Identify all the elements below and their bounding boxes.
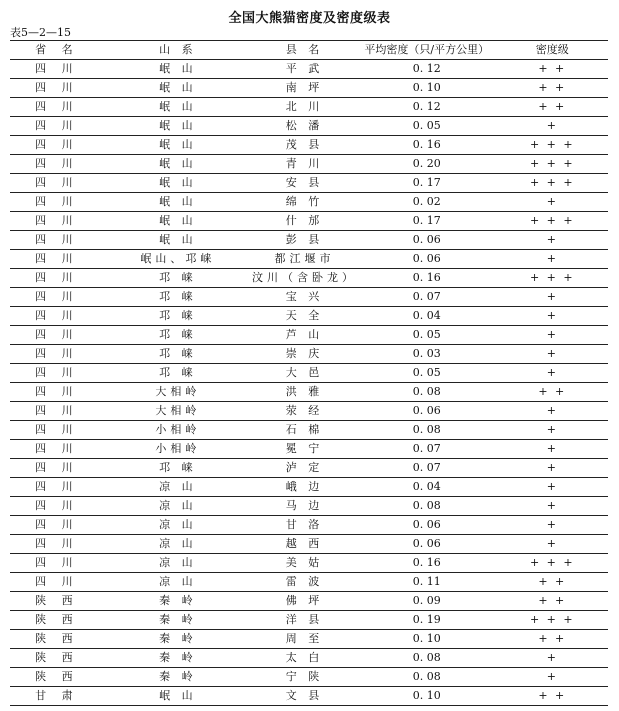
county-cell: 冕 宁: [285, 442, 324, 455]
density-cell: 0. 07: [412, 442, 441, 455]
table-row: [10, 516, 608, 535]
density-cell: 0. 05: [412, 328, 441, 341]
province-cell: 四 川: [35, 214, 79, 227]
county-cell: 太 白: [285, 651, 324, 664]
table-row: [10, 117, 608, 136]
province-cell: 陕 西: [35, 594, 79, 607]
mountain-range-cell: 秦 岭: [159, 632, 197, 645]
county-cell: 泸 定: [285, 461, 324, 474]
table-row: [10, 630, 608, 649]
density-cell: 0. 04: [412, 309, 441, 322]
density-level-cell: + +: [538, 385, 567, 398]
density-level-cell: +: [546, 347, 558, 360]
panda-density-table: [10, 40, 608, 706]
province-cell: 四 川: [35, 385, 79, 398]
mountain-range-cell: 凉 山: [159, 499, 197, 512]
province-cell: 四 川: [35, 157, 79, 170]
density-cell: 0. 10: [412, 632, 441, 645]
density-level-cell: +: [546, 670, 558, 683]
province-cell: 四 川: [35, 461, 79, 474]
county-cell: 文 县: [285, 689, 324, 702]
province-cell: 四 川: [35, 195, 79, 208]
table-row: [10, 611, 608, 630]
province-cell: 四 川: [35, 176, 79, 189]
table-row: [10, 573, 608, 592]
county-cell: 洪 雅: [285, 385, 324, 398]
mountain-range-cell: 邛 崃: [159, 461, 197, 474]
county-cell: 绵 竹: [285, 195, 324, 208]
mountain-range-cell: 岷 山: [159, 214, 197, 227]
table-title: 全国大熊猫密度及密度级表: [228, 11, 391, 26]
density-level-cell: +: [546, 233, 558, 246]
density-level-cell: +: [546, 309, 558, 322]
province-cell: 四 川: [35, 404, 79, 417]
density-cell: 0. 19: [412, 613, 441, 626]
density-cell: 0. 06: [412, 233, 441, 246]
county-cell: 马 边: [285, 499, 324, 512]
province-cell: 四 川: [35, 62, 79, 75]
density-level-cell: + + +: [529, 157, 575, 170]
density-level-cell: + +: [538, 632, 567, 645]
county-cell: 洋 县: [285, 613, 324, 626]
density-level-cell: +: [546, 499, 558, 512]
mountain-range-cell: 秦 岭: [159, 651, 197, 664]
table-row: [10, 174, 608, 193]
density-cell: 0. 08: [412, 423, 441, 436]
header-county: 县 名: [285, 43, 324, 56]
province-cell: 四 川: [35, 290, 79, 303]
header-mountain-range: 山 系: [159, 43, 197, 56]
table-row: [10, 326, 608, 345]
table-row: [10, 155, 608, 174]
density-cell: 0. 16: [412, 556, 441, 569]
density-cell: 0. 05: [412, 366, 441, 379]
table-row: [10, 687, 608, 706]
mountain-range-cell: 秦 岭: [159, 613, 197, 626]
table-row: [10, 193, 608, 212]
province-cell: 四 川: [35, 423, 79, 436]
county-cell: 安 县: [285, 176, 324, 189]
county-cell: 越 西: [285, 537, 324, 550]
mountain-range-cell: 邛 崃: [159, 309, 197, 322]
density-level-cell: +: [546, 328, 558, 341]
header-average-density: 平均密度（只/平方公里）: [364, 43, 490, 56]
density-level-cell: + + +: [529, 176, 575, 189]
density-level-cell: + +: [538, 62, 567, 75]
province-cell: 陕 西: [35, 632, 79, 645]
county-cell: 石 棉: [285, 423, 324, 436]
county-cell: 北 川: [285, 100, 324, 113]
table-row: [10, 250, 608, 269]
density-cell: 0. 02: [412, 195, 441, 208]
table-row: [10, 383, 608, 402]
density-level-cell: + +: [538, 594, 567, 607]
county-cell: 茂 县: [285, 138, 324, 151]
mountain-range-cell: 岷 山: [159, 689, 197, 702]
mountain-range-cell: 岷 山: [159, 157, 197, 170]
county-cell: 荥 经: [285, 404, 324, 417]
density-cell: 0. 06: [412, 518, 441, 531]
province-cell: 四 川: [35, 233, 79, 246]
province-cell: 四 川: [35, 537, 79, 550]
density-cell: 0. 08: [412, 499, 441, 512]
table-row: [10, 421, 608, 440]
mountain-range-cell: 邛 崃: [159, 347, 197, 360]
mountain-range-cell: 邛 崃: [159, 366, 197, 379]
mountain-range-cell: 岷 山: [159, 81, 197, 94]
density-level-cell: + + +: [529, 138, 575, 151]
density-cell: 0. 08: [412, 670, 441, 683]
mountain-range-cell: 大相岭: [155, 404, 201, 417]
mountain-range-cell: 岷 山: [159, 62, 197, 75]
density-level-cell: +: [546, 442, 558, 455]
table-row: [10, 98, 608, 117]
table-row: [10, 459, 608, 478]
mountain-range-cell: 小相岭: [155, 423, 201, 436]
table-row: [10, 402, 608, 421]
density-level-cell: + +: [538, 100, 567, 113]
density-cell: 0. 05: [412, 119, 441, 132]
density-level-cell: + +: [538, 81, 567, 94]
county-cell: 汶川（含卧龙）: [251, 271, 357, 284]
density-level-cell: +: [546, 252, 558, 265]
county-cell: 青 川: [285, 157, 324, 170]
province-cell: 四 川: [35, 366, 79, 379]
province-cell: 四 川: [35, 575, 79, 588]
density-cell: 0. 12: [412, 62, 441, 75]
province-cell: 四 川: [35, 119, 79, 132]
province-cell: 甘 肃: [35, 689, 79, 702]
density-cell: 0. 16: [412, 271, 441, 284]
density-level-cell: +: [546, 651, 558, 664]
density-cell: 0. 10: [412, 689, 441, 702]
table-row: [10, 269, 608, 288]
density-level-cell: + + +: [529, 556, 575, 569]
table-row: [10, 364, 608, 383]
county-cell: 甘 洛: [285, 518, 324, 531]
density-cell: 0. 03: [412, 347, 441, 360]
density-cell: 0. 17: [412, 214, 441, 227]
density-level-cell: +: [546, 423, 558, 436]
county-cell: 峨 边: [285, 480, 324, 493]
density-cell: 0. 10: [412, 81, 441, 94]
province-cell: 四 川: [35, 442, 79, 455]
density-cell: 0. 07: [412, 290, 441, 303]
density-cell: 0. 06: [412, 404, 441, 417]
county-cell: 大 邑: [285, 366, 324, 379]
county-cell: 周 至: [285, 632, 324, 645]
table-row: [10, 497, 608, 516]
mountain-range-cell: 岷山、邛崃: [140, 252, 216, 265]
county-cell: 什 邡: [285, 214, 324, 227]
county-cell: 平 武: [285, 62, 324, 75]
mountain-range-cell: 岷 山: [159, 119, 197, 132]
mountain-range-cell: 秦 岭: [159, 670, 197, 683]
density-cell: 0. 09: [412, 594, 441, 607]
density-cell: 0. 07: [412, 461, 441, 474]
mountain-range-cell: 秦 岭: [159, 594, 197, 607]
province-cell: 四 川: [35, 499, 79, 512]
county-cell: 天 全: [285, 309, 324, 322]
mountain-range-cell: 大相岭: [155, 385, 201, 398]
mountain-range-cell: 岷 山: [159, 233, 197, 246]
mountain-range-cell: 岷 山: [159, 100, 197, 113]
header-province: 省 名: [35, 43, 79, 56]
county-cell: 宝 兴: [285, 290, 324, 303]
density-cell: 0. 16: [412, 138, 441, 151]
table-row: [10, 136, 608, 155]
mountain-range-cell: 凉 山: [159, 537, 197, 550]
mountain-range-cell: 岷 山: [159, 138, 197, 151]
province-cell: 四 川: [35, 138, 79, 151]
table-row: [10, 79, 608, 98]
table-number-label: 表5—2—15: [10, 26, 71, 39]
province-cell: 四 川: [35, 100, 79, 113]
density-level-cell: +: [546, 366, 558, 379]
density-level-cell: +: [546, 461, 558, 474]
table-row: [10, 554, 608, 573]
county-cell: 崇 庆: [285, 347, 324, 360]
mountain-range-cell: 凉 山: [159, 480, 197, 493]
province-cell: 四 川: [35, 309, 79, 322]
table-row: [10, 307, 608, 326]
province-cell: 陕 西: [35, 670, 79, 683]
province-cell: 四 川: [35, 81, 79, 94]
header-density-level: 密度级: [535, 43, 569, 56]
density-level-cell: + +: [538, 689, 567, 702]
density-level-cell: +: [546, 119, 558, 132]
density-level-cell: +: [546, 195, 558, 208]
county-cell: 美 姑: [285, 556, 324, 569]
density-cell: 0. 08: [412, 651, 441, 664]
density-cell: 0. 11: [412, 575, 441, 588]
table-row: [10, 345, 608, 364]
density-level-cell: + + +: [529, 613, 575, 626]
mountain-range-cell: 邛 崃: [159, 290, 197, 303]
mountain-range-cell: 岷 山: [159, 195, 197, 208]
table-row: [10, 649, 608, 668]
table-row: [10, 668, 608, 687]
density-level-cell: +: [546, 518, 558, 531]
table-row: [10, 440, 608, 459]
county-cell: 雷 波: [285, 575, 324, 588]
county-cell: 都江堰市: [274, 252, 335, 265]
table-header-row: [10, 41, 608, 60]
table-row: [10, 231, 608, 250]
county-cell: 芦 山: [285, 328, 324, 341]
province-cell: 陕 西: [35, 651, 79, 664]
density-cell: 0. 12: [412, 100, 441, 113]
density-level-cell: + + +: [529, 271, 575, 284]
density-level-cell: + + +: [529, 214, 575, 227]
density-level-cell: +: [546, 537, 558, 550]
density-cell: 0. 17: [412, 176, 441, 189]
table-row: [10, 212, 608, 231]
density-level-cell: +: [546, 290, 558, 303]
density-cell: 0. 04: [412, 480, 441, 493]
table-row: [10, 535, 608, 554]
density-level-cell: + +: [538, 575, 567, 588]
county-cell: 南 坪: [285, 81, 324, 94]
county-cell: 佛 坪: [285, 594, 324, 607]
table-row: [10, 60, 608, 79]
county-cell: 松 潘: [285, 119, 324, 132]
mountain-range-cell: 凉 山: [159, 575, 197, 588]
density-level-cell: +: [546, 404, 558, 417]
density-level-cell: +: [546, 480, 558, 493]
province-cell: 四 川: [35, 271, 79, 284]
mountain-range-cell: 凉 山: [159, 518, 197, 531]
province-cell: 四 川: [35, 347, 79, 360]
county-cell: 宁 陕: [285, 670, 324, 683]
mountain-range-cell: 小相岭: [155, 442, 201, 455]
density-cell: 0. 06: [412, 252, 441, 265]
table-row: [10, 288, 608, 307]
density-cell: 0. 08: [412, 385, 441, 398]
county-cell: 彭 县: [285, 233, 324, 246]
density-cell: 0. 06: [412, 537, 441, 550]
table-row: [10, 592, 608, 611]
mountain-range-cell: 凉 山: [159, 556, 197, 569]
mountain-range-cell: 邛 崃: [159, 271, 197, 284]
province-cell: 四 川: [35, 252, 79, 265]
province-cell: 四 川: [35, 328, 79, 341]
province-cell: 四 川: [35, 518, 79, 531]
density-cell: 0. 20: [412, 157, 441, 170]
province-cell: 四 川: [35, 480, 79, 493]
mountain-range-cell: 邛 崃: [159, 328, 197, 341]
mountain-range-cell: 岷 山: [159, 176, 197, 189]
table-row: [10, 478, 608, 497]
province-cell: 四 川: [35, 556, 79, 569]
province-cell: 陕 西: [35, 613, 79, 626]
